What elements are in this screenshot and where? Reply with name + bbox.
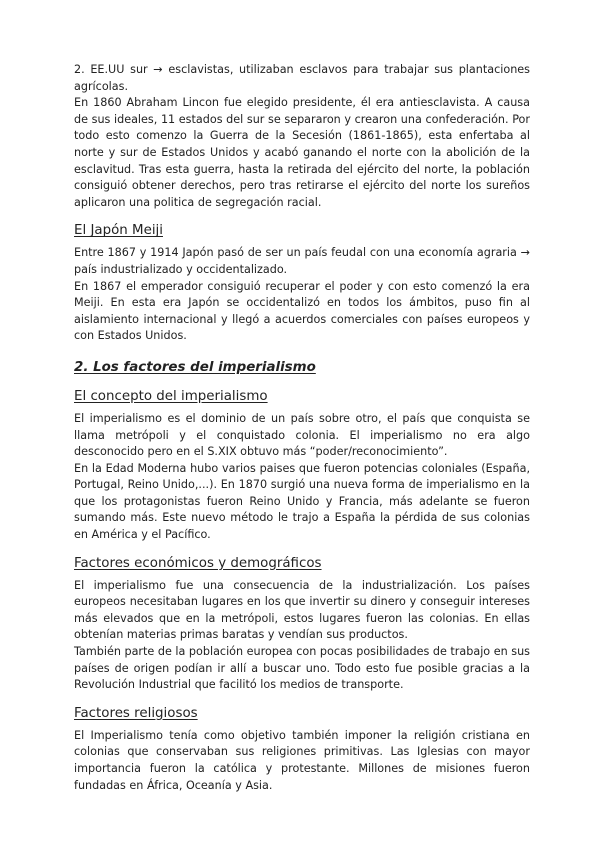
heading-factores-religiosos: Factores religiosos — [74, 705, 198, 721]
paragraph-japon-2: En 1867 el emperador consiguió recuperar el poder y con esto comenzó la era Meiji. En esta era Japón se occidentalizó en todos los ámbitos, puso fin al aislamiento internacional y llegó a acuerdos comerciales con países europeos y con Estados Unidos. — [74, 279, 530, 343]
paragraph-religiosos-1: El Imperialismo tenía como objetivo también imponer la religión cristiana en colonias que conservaban sus religiones primitivas. Las Iglesias con mayor importancia fueron la católica y protestante. Millones de misiones fueron fundadas en África, Oceanía y Asia. — [74, 728, 530, 792]
paragraph-concepto-1: El imperialismo es el dominio de un país sobre otro, el país que conquista se llama metrópoli y el conquistado colonia. El imperialismo no era algo desconocido pero en el S.XIX obtuvo más “poder/reconocimiento”. — [74, 411, 530, 459]
heading-factores-economicos: Factores económicos y demográficos — [74, 555, 322, 571]
section-title-factores: 2. Los factores del imperialismo — [74, 359, 316, 375]
heading-concepto-imperialismo: El concepto del imperialismo — [74, 388, 268, 404]
paragraph-economicos-1: El imperialismo fue una consecuencia de la industrialización. Los países europeos necesitaban lugares en los que invertir su dinero y conseguir intereses más elevados que en la metrópoli, estos lugares fueron las colonias. En ellas obtenían materias primas baratas y vendían sus productos. — [74, 578, 530, 642]
paragraph-guerra-secesion: En 1860 Abraham Lincon fue elegido presidente, él era antiesclavista. A causa de sus ideales, 11 estados del sur se separaron y crearon una confederación. Por todo esto comenzo la Guerra de la Secesión (1861-1865), esta enfertaba al norte y sur de Estados Unidos y acabó ganando el norte con la abolición de la esclavitud. Tras esta guerra, hasta la retirada del ejército del norte, la población consiguió obtener derechos, pero tras retirarse el ejército del norte los sureños aplicaron una politica de segregación racial. — [74, 96, 530, 209]
paragraph-concepto-2: En la Edad Moderna hubo varios paises que fueron potencias coloniales (España, Portugal, Reino Unido,...). En 1870 surgió una nueva forma de imperialismo en la que los protagonistas fueron Reino Unido y Francia, más adelante se fueron sumando más. Este nuevo método le trajo a España la pérdida de sus colonias en América y el Pacífico. — [74, 461, 530, 542]
paragraph-eeuu-sur: 2. EE.UU sur → esclavistas, utilizaban esclavos para trabajar sus plantaciones agrícolas. — [74, 63, 530, 93]
paragraph-japon-1: Entre 1867 y 1914 Japón pasó de ser un país feudal con una economía agraria → país industrializado y occidentalizado. — [74, 246, 530, 276]
document-page — [74, 62, 530, 794]
heading-japon-meiji: El Japón Meiji — [74, 223, 163, 239]
paragraph-economicos-2: También parte de la población europea con pocas posibilidades de trabajo en sus países de origen podían ir allí a buscar uno. Todo esto fue posible gracias a la Revolución Industrial que facilitó los medios de transporte. — [74, 645, 530, 692]
